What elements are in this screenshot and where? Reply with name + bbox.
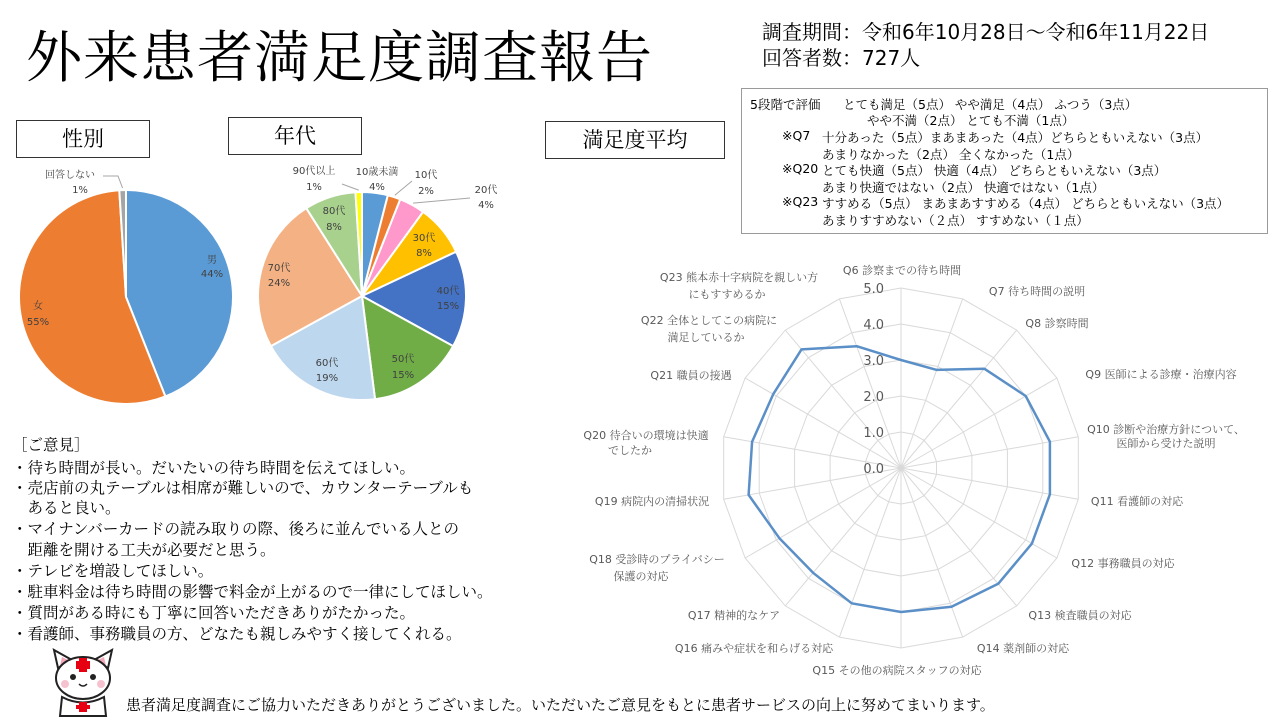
age-slice-label: 60代: [315, 358, 339, 369]
radar-category-label: Q10 診断や治療方針について、: [1087, 423, 1245, 436]
opinion-item: ・テレビを増設してほしい。: [12, 562, 214, 580]
q7-line1: 十分あった（5点）まあまあった（4点）どちらともいえない（3点）: [822, 130, 1209, 145]
radar-category-label: Q18 受診時のプライバシー: [589, 553, 725, 566]
gender-label: 性別: [16, 120, 150, 158]
age-leader-line: [395, 181, 412, 195]
radar-tick-label: 1.0: [863, 426, 884, 441]
radar-spoke: [901, 299, 963, 468]
opinion-item: ・看護師、事務職員の方、どなたも親しみやすく接してくれる。: [12, 625, 462, 643]
opinions-heading: ［ご意見］: [12, 436, 90, 454]
age-slice-label: 20代: [474, 185, 498, 196]
radar-category-label: Q15 その他の病院スタッフの対応: [812, 664, 982, 677]
survey-period: 調査期間：令和6年10月28日～令和6年11月22日: [762, 20, 1210, 44]
opinion-item: ・質問がある時にも丁寧に回答いただきありがたかった。: [12, 604, 416, 622]
opinion-item: ・駐車料金は待ち時間の影響で料金が上がるので一律にしてほしい。: [12, 583, 493, 601]
age-slice-pct: 15%: [436, 301, 460, 312]
radar-category-label: Q16 痛みや症状を和らげる対応: [674, 642, 834, 655]
age-slice-label: 30代: [412, 233, 436, 244]
age-slice-label: 10代: [414, 170, 438, 181]
q7-line2: あまりなかった（2点） 全くなかった（1点）: [822, 147, 1080, 162]
gender-slice-pct: 1%: [72, 185, 88, 196]
age-slice-pct: 4%: [369, 182, 385, 193]
age-label: 年代: [228, 117, 362, 155]
q23-line1: すすめる（5点） まあまあすすめる（4点） どちらともいえない（3点）: [822, 196, 1230, 211]
footer-message: 患者満足度調査にご協力いただきありがとうございました。いただいたご意見をもとに患者サービスの向上に努めてまいります。: [126, 696, 995, 714]
scale-line1: とても満足（5点） やや満足（4点） ふつう（3点）: [843, 97, 1138, 112]
age-leader-line: [413, 198, 470, 203]
radar-tick-label: 4.0: [863, 318, 884, 333]
age-slice-label: 70代: [267, 263, 291, 274]
radar-category-label: でしたか: [608, 444, 652, 457]
age-slice-label: 10歳未満: [355, 167, 399, 178]
gender-slice-label: 回答しない: [45, 170, 95, 181]
radar-category-label: Q22 全体としてこの病院に: [640, 314, 778, 327]
radar-category-label: Q20 待合いの環境は快適: [583, 429, 709, 442]
radar-category-label: Q6 診察までの待ち時間: [842, 264, 962, 277]
radar-series-line: [749, 346, 1050, 612]
q20-line2: あまり快適ではない（2点） 快適ではない（1点）: [822, 180, 1105, 195]
opinion-item: あると良い。: [12, 499, 121, 517]
radar-category-label: Q19 病院内の清掃状況: [594, 495, 710, 508]
age-slice-pct: 2%: [418, 186, 434, 197]
age-slice-label: 90代以上: [292, 166, 336, 177]
q7-tag: ※Q7: [782, 128, 811, 143]
q23-tag: ※Q23: [782, 194, 819, 209]
age-slice-pct: 8%: [326, 222, 342, 233]
age-slice-pct: 19%: [315, 373, 339, 384]
radar-category-label: Q8 診察時間: [1025, 317, 1089, 330]
opinion-item: ・売店前の丸テーブルは相席が難しいので、カウンターテーブルも: [12, 479, 474, 497]
radar-category-label: 満足しているか: [667, 331, 745, 344]
radar-category-label: Q7 待ち時間の説明: [988, 285, 1086, 298]
scale-line2: やや不満（2点） とても不満（1点）: [867, 113, 1075, 128]
respondent-count: 回答者数：727人: [762, 46, 921, 70]
radar-tick-label: 2.0: [863, 390, 884, 405]
radar-category-label: Q9 医師による診療・治療内容: [1085, 368, 1237, 381]
age-slice-pct: 1%: [306, 182, 322, 193]
page-title: 外来患者満足度調査報告: [26, 26, 653, 91]
radar-category-label: Q14 薬剤師の対応: [976, 642, 1070, 655]
radar-category-label: Q17 精神的なケア: [687, 609, 781, 622]
mascot-cat-icon: [48, 648, 118, 718]
q20-line1: とても快適（5点） 快適（4点） どちらともいえない（3点）: [822, 163, 1167, 178]
radar-spoke: [839, 468, 901, 637]
radar-category-label: Q11 看護師の対応: [1090, 495, 1184, 508]
opinion-item: ・マイナンバーカードの読み取りの際、後ろに並んでいる人との: [12, 520, 460, 538]
age-slice-pct: 8%: [416, 248, 432, 259]
scale-heading: 5段階で評価: [750, 97, 821, 112]
age-slice-label: 40代: [436, 286, 460, 297]
gender-leader-line: [103, 176, 123, 188]
radar-category-label: Q21 職員の接遇: [650, 369, 732, 382]
age-slice-label: 80代: [322, 206, 346, 217]
age-slice-label: 50代: [391, 354, 415, 365]
radar-tick-label: 5.0: [863, 282, 884, 297]
radar-category-label: Q23 熊本赤十字病院を親しい方: [659, 271, 819, 284]
gender-slice-label: 男: [207, 255, 217, 266]
opinion-item: ・待ち時間が長い。だいたいの待ち時間を伝えてほしい。: [12, 459, 416, 477]
age-slice-pct: 4%: [478, 200, 494, 211]
gender-slice-pct: 44%: [200, 269, 224, 280]
age-slice-pct: 15%: [391, 370, 415, 381]
radar-category-label: Q12 事務職員の対応: [1071, 557, 1175, 570]
radar-tick-label: 3.0: [863, 354, 884, 369]
radar-category-label: Q13 検査職員の対応: [1028, 609, 1132, 622]
opinion-item: 距離を開ける工夫が必要だと思う。: [12, 541, 276, 559]
q20-tag: ※Q20: [782, 161, 819, 176]
radar-category-label: にもすすめるか: [688, 288, 766, 301]
satisfaction-label: 満足度平均: [545, 121, 725, 159]
age-slice-pct: 24%: [267, 278, 291, 289]
radar-category-label: 医師から受けた説明: [1116, 437, 1216, 450]
radar-tick-label: 0.0: [863, 462, 884, 477]
gender-slice-label: 女: [33, 301, 43, 312]
radar-category-label: 保護の対応: [613, 570, 669, 583]
gender-slice-pct: 55%: [26, 317, 50, 328]
q23-line2: あまりすすめない（２点） すすめない（１点）: [822, 213, 1089, 228]
age-leader-line: [342, 184, 359, 190]
